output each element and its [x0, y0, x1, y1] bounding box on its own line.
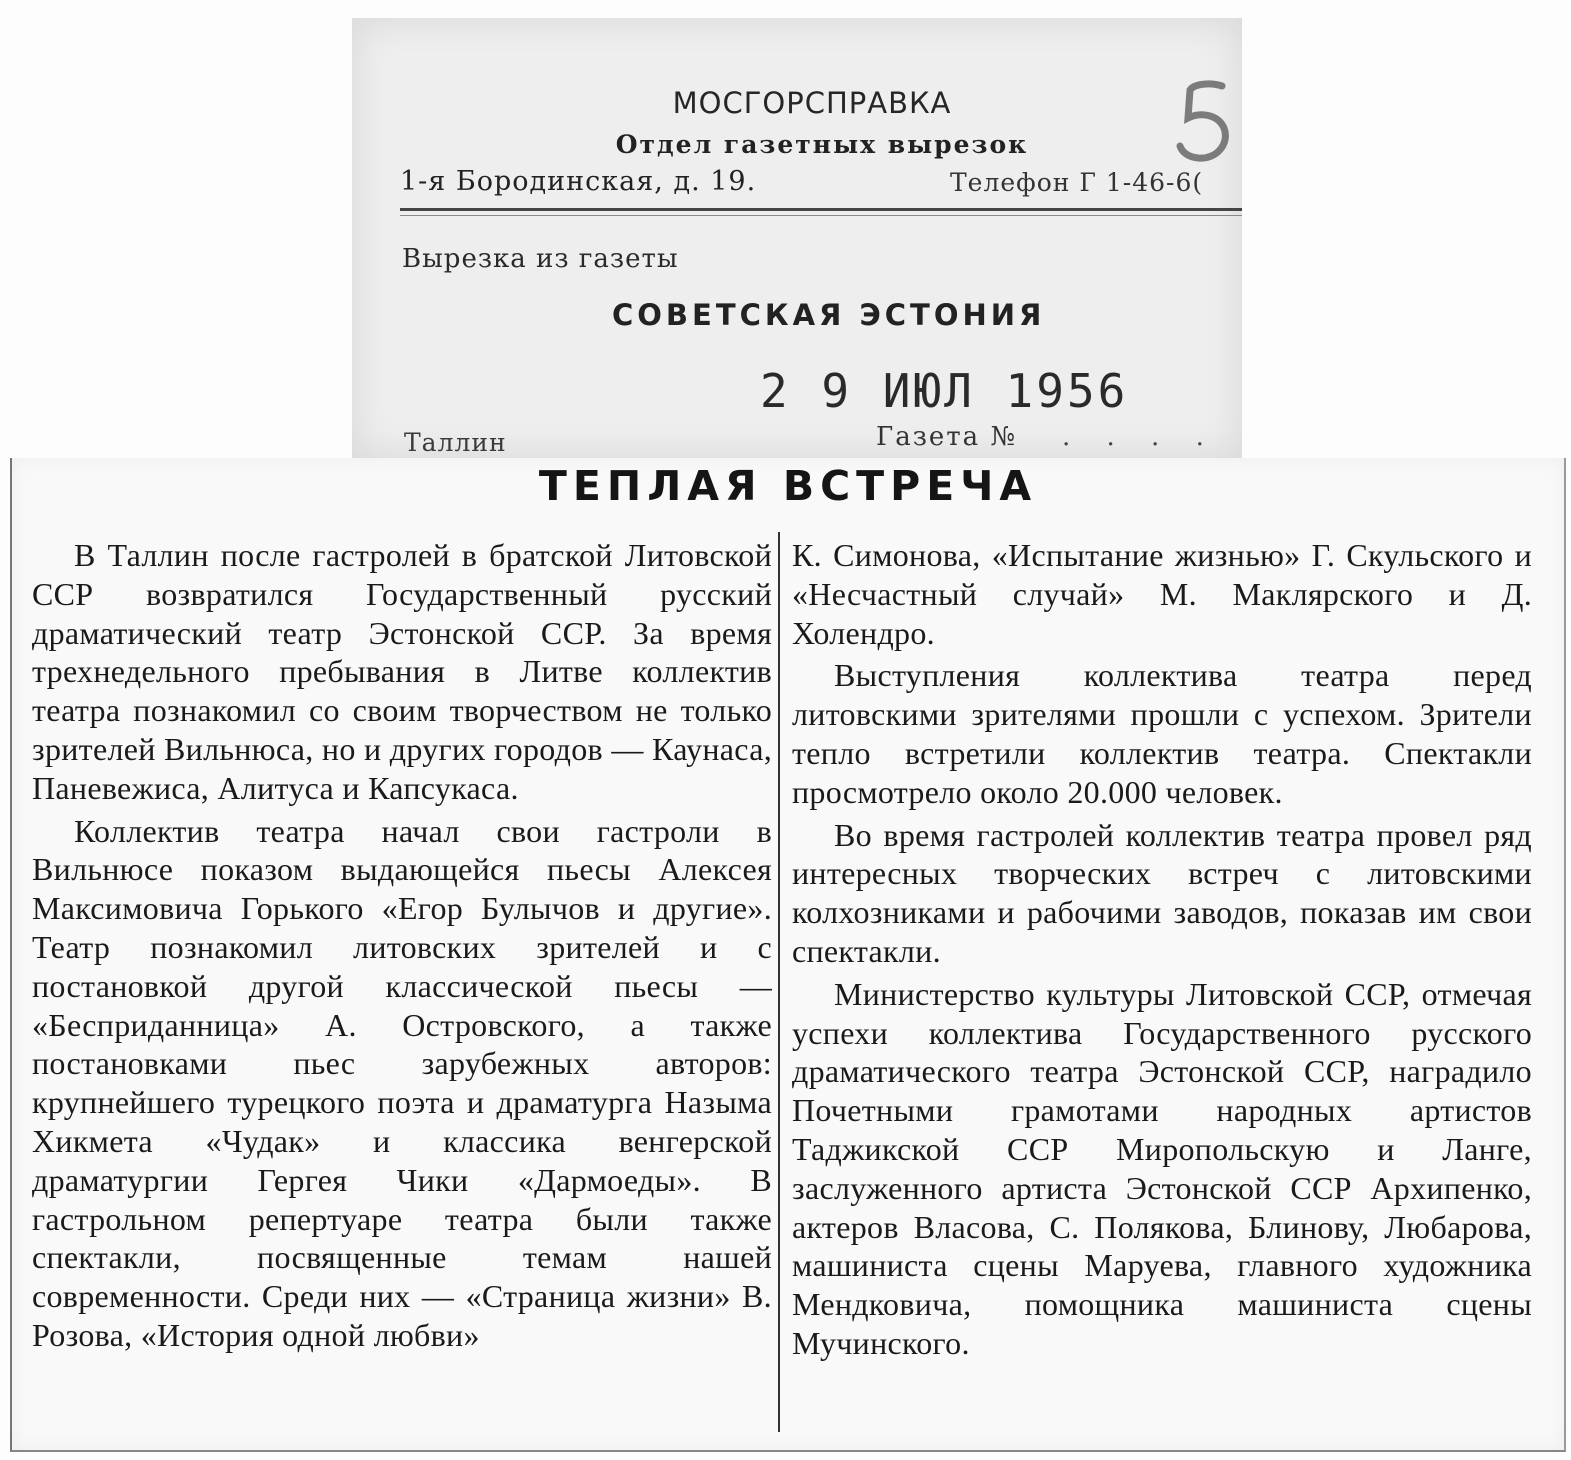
paragraph: Выступления коллектива театра перед литовскими зрителями прошли с успехом. Зрители тепло встретили коллектив театра. Спектакли просмотрело около 20.000 человек. [792, 657, 1532, 810]
paragraph: В Таллин после гастролей в братской Литовской ССР возвратился Государственный русский драматический театр Эстонской ССР. За время трехнедельного пребывания в Литве коллектив театра познакомил со своим творчеством не только зрителей Вильнюса, но и других городов — Каунаса, Паневежиса, Алитуса и Капсукаса. [32, 537, 772, 806]
clipping-label: Вырезка из газеты [402, 244, 679, 274]
article-column-left [32, 536, 772, 1359]
header-rule [400, 208, 1242, 211]
article-column-right [792, 536, 1532, 1367]
address: 1-я Бородинская, д. 19. [400, 166, 757, 197]
paragraph: Коллектив театра начал свои гастроли в Вильнюсе показом выдающейся пьесы Алексея Максимовича Горького «Егор Булычов и другие». Театр познакомил литовских зрителей и с постановкой другой классической пьесы — «Бесприданница» А. Островского, а также постановками пьес зарубежных авторов: крупнейшего турецкого поэта и драматурга Назыма Хикмета «Чудак» и классика венгерской драматургии Гергея Чики «Дармоеды». В гастрольном репертуаре театра были также спектакли, посвященные темам нашей современности. Среди них — «Страница жизни» В. Розова, «История одной любви» [32, 812, 772, 1353]
phone-number: Телефон Г 1-46-6( [950, 168, 1204, 197]
column-divider [778, 532, 780, 1432]
paragraph: К. Симонова, «Испытание жизнью» Г. Скульского и «Несчастный случай» М. Маклярского и Д. Холендро. [792, 537, 1532, 651]
organization-name: МОСГОРСПРАВКА [672, 86, 952, 120]
paragraph: Министерство культуры Литовской ССР, отмечая успехи коллектива Государственного русского драматического театра Эстонской ССР, наградило Почетными грамотами народных артистов Таджикской ССР Миропольскую и Ланге, заслуженного артиста Эстонской ССР Архипенко, актеров Власова, С. Полякова, Блинову, Любарова, машиниста сцены Маруева, главного художника Мендковича, помощника машиниста сцены Мучинского. [792, 975, 1532, 1361]
issue-label: Газета № [876, 422, 1018, 452]
date-stamp: 2 9 ИЮЛ 1956 [760, 364, 1129, 418]
issue-number-blank: . . . . [1062, 422, 1218, 452]
handwritten-number-mark [1170, 78, 1240, 178]
paragraph: Во время гастролей коллектив театра провел ряд интересных творческих встреч с литовскими колхозниками и рабочими заводов, показав им свои спектакли. [792, 816, 1532, 969]
header-rule-thin [400, 215, 1242, 216]
city-name: Таллин [404, 428, 507, 457]
clipping-service-header [352, 18, 1242, 458]
department-name: Отдел газетных вырезок [615, 130, 1029, 159]
newspaper-article [10, 458, 1566, 1452]
article-title: ТЕПЛАЯ ВСТРЕЧА [538, 462, 1038, 510]
newspaper-name: СОВЕТСКАЯ ЭСТОНИЯ [612, 298, 1046, 332]
